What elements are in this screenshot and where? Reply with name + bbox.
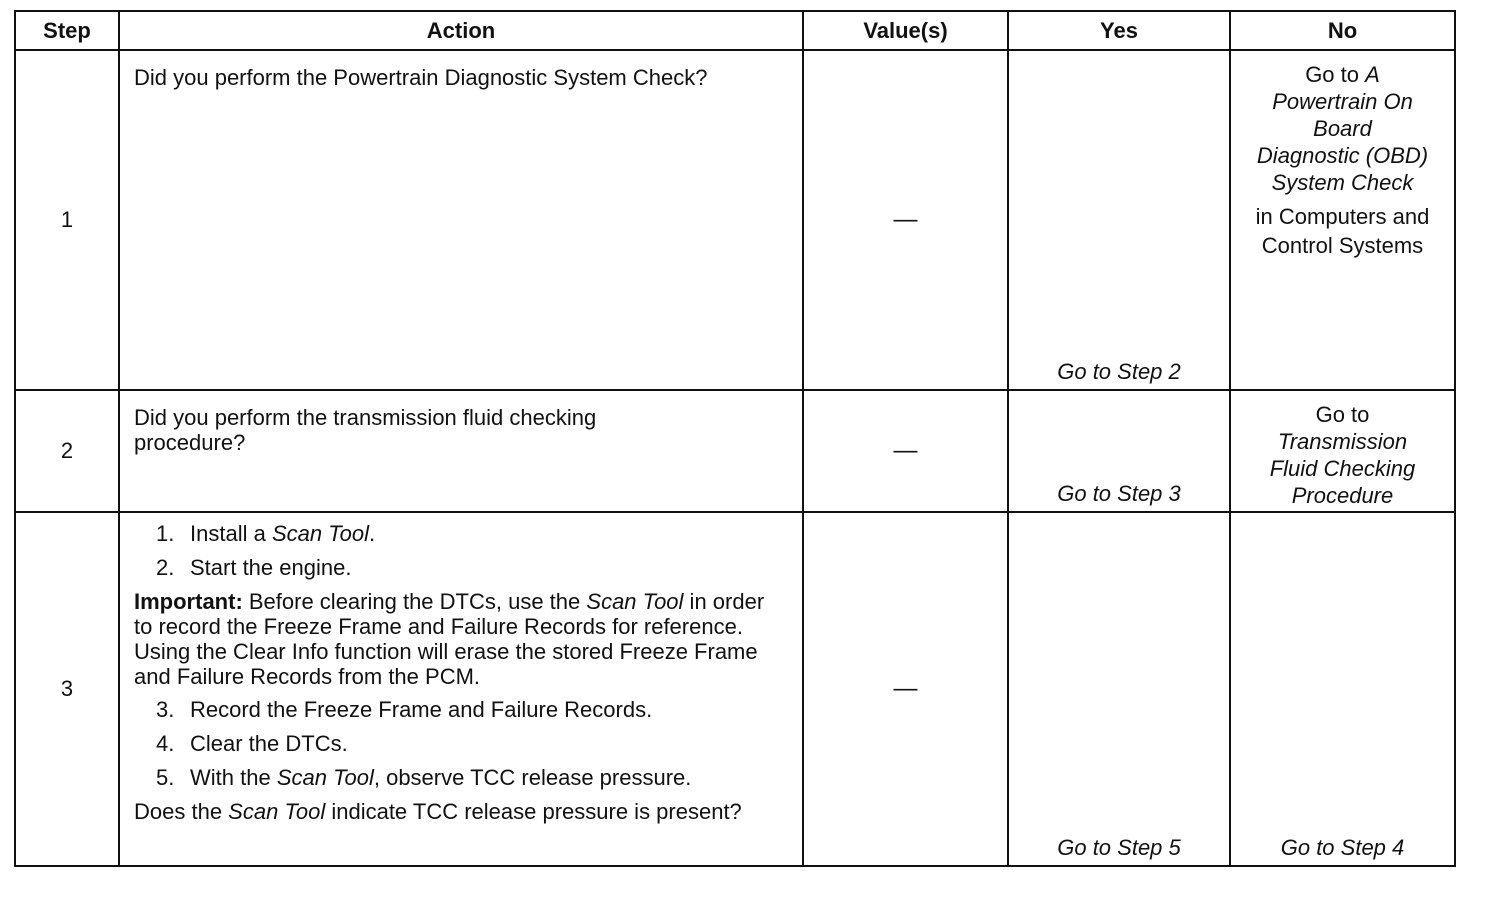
no-lead: Go to	[1315, 402, 1370, 427]
no-tail: in Computers and Control Systems	[1255, 204, 1430, 258]
value-cell: —	[803, 390, 1008, 512]
list-item: 4. Clear the DTCs.	[156, 731, 348, 756]
question-text: Does the Scan Tool indicate TCC release pressure is present?	[134, 799, 742, 824]
step-number: 2	[15, 390, 119, 512]
no-link-line[interactable]: Board	[1313, 116, 1372, 141]
yes-link[interactable]: Go to Step 3	[1057, 481, 1181, 506]
value-cell: —	[803, 50, 1008, 390]
header-step: Step	[15, 11, 119, 50]
action-text: Did you perform the Powertrain Diagnostic System Check?	[119, 50, 803, 390]
list-item: 3. Record the Freeze Frame and Failure Records.	[156, 697, 653, 722]
no-link-line[interactable]: Procedure	[1291, 483, 1394, 508]
table-row	[15, 390, 1455, 512]
list-item: 5. With the Scan Tool, observe TCC release pressure.	[156, 765, 692, 790]
important-note: Important: Before clearing the DTCs, use the Scan Tool in order to record the Freeze Frame and Failure Records for reference. Using the Clear Info function will erase the stored Freeze Frame and Failure Records from the PCM.	[134, 589, 765, 689]
yes-cell	[1008, 390, 1230, 512]
value-cell: —	[803, 512, 1008, 866]
no-link-line[interactable]: Transmission	[1277, 429, 1408, 454]
action-text	[119, 512, 803, 866]
no-cell[interactable]	[1230, 390, 1455, 512]
no-cell[interactable]	[1230, 50, 1455, 390]
no-link-line[interactable]: System Check	[1271, 170, 1414, 195]
no-lead: Go to A	[1305, 62, 1380, 87]
diagnostic-table	[14, 10, 1456, 867]
step-number: 3	[15, 512, 119, 866]
yes-link[interactable]: Go to Step 5	[1057, 835, 1181, 860]
no-cell	[1230, 512, 1455, 866]
action-text: Did you perform the transmission fluid checking procedure?	[119, 390, 803, 512]
yes-link[interactable]: Go to Step 2	[1057, 359, 1181, 384]
yes-cell	[1008, 50, 1230, 390]
header-action: Action	[119, 11, 803, 50]
no-link[interactable]: Go to Step 4	[1280, 835, 1405, 860]
no-link-line[interactable]: Diagnostic (OBD)	[1256, 143, 1429, 168]
list-item: 2. Start the engine.	[156, 555, 352, 580]
header-yes: Yes	[1008, 11, 1230, 50]
no-link-line[interactable]: Powertrain On	[1272, 89, 1413, 114]
table-row	[15, 512, 1455, 866]
step-number: 1	[15, 50, 119, 390]
header-row	[15, 11, 1455, 50]
list-item: 1. Install a Scan Tool.	[156, 521, 376, 546]
header-values: Value(s)	[803, 11, 1008, 50]
table-row	[15, 50, 1455, 390]
yes-cell	[1008, 512, 1230, 866]
header-no: No	[1230, 11, 1455, 50]
no-link-line[interactable]: Fluid Checking	[1269, 456, 1416, 481]
